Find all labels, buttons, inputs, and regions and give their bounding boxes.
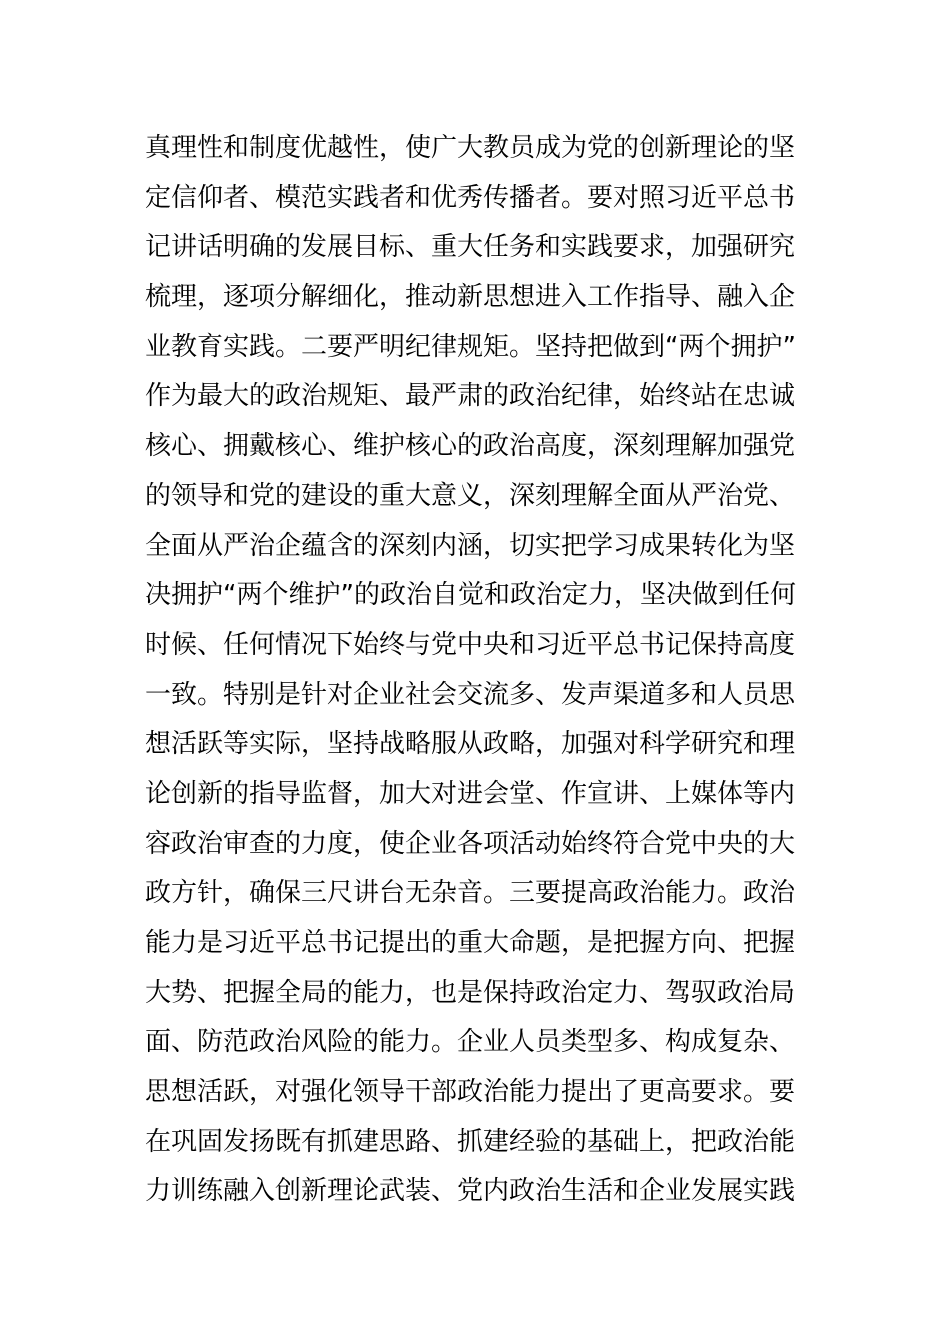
text-line-4: 梳理，逐项分解细化，推动新思想进入工作指导、融入企 [145,282,796,313]
text-line-9: 全面从严治企蕴含的深刻内涵，切实把学习成果转化为坚 [145,530,796,561]
text-line-18: 大势、把握全局的能力，也是保持政治定力、驾驭政治局 [145,977,796,1008]
text-line-6: 作为最大的政治规矩、最严肃的政治纪律，始终站在忠诚 [145,381,796,412]
text-line-16: 政方针，确保三尺讲台无杂音。三要提高政治能力。政治 [145,878,796,909]
text-line-3: 记讲话明确的发展目标、重大任务和实践要求，加强研究 [145,232,796,263]
text-line-2: 定信仰者、模范实践者和优秀传播者。要对照习近平总书 [145,182,796,213]
text-line-22: 力训练融入创新理论武装、党内政治生活和企业发展实践 [145,1176,796,1207]
text-line-13: 想活跃等实际，坚持战略服从政略，加强对科学研究和理 [145,729,796,760]
text-line-21: 在巩固发扬既有抓建思路、抓建经验的基础上，把政治能 [145,1126,796,1157]
text-line-7: 核心、拥戴核心、维护核心的政治高度，深刻理解加强党 [145,431,796,462]
text-line-15: 容政治审查的力度，使企业各项活动始终符合党中央的大 [145,828,796,859]
body-paragraph [145,124,810,1217]
text-line-20: 思想活跃，对强化领导干部政治能力提出了更高要求。要 [145,1077,796,1108]
text-line-5: 业教育实践。二要严明纪律规矩。坚持把做到“两个拥护” [145,331,796,362]
text-line-19: 面、防范政治风险的能力。企业人员类型多、构成复杂、 [145,1027,796,1058]
text-line-11: 时候、任何情况下始终与党中央和习近平总书记保持高度 [145,629,796,660]
text-line-10: 决拥护“两个维护”的政治自觉和政治定力，坚决做到任何 [145,580,796,611]
text-line-14: 论创新的指导监督，加大对进会堂、作宣讲、上媒体等内 [145,778,796,809]
text-line-12: 一致。特别是针对企业社会交流多、发声渠道多和人员思 [145,679,796,710]
text-line-1: 真理性和制度优越性，使广大教员成为党的创新理论的坚 [145,133,796,163]
text-line-17: 能力是习近平总书记提出的重大命题，是把握方向、把握 [145,928,796,958]
text-line-8: 的领导和党的建设的重大意义，深刻理解全面从严治党、 [145,480,796,511]
